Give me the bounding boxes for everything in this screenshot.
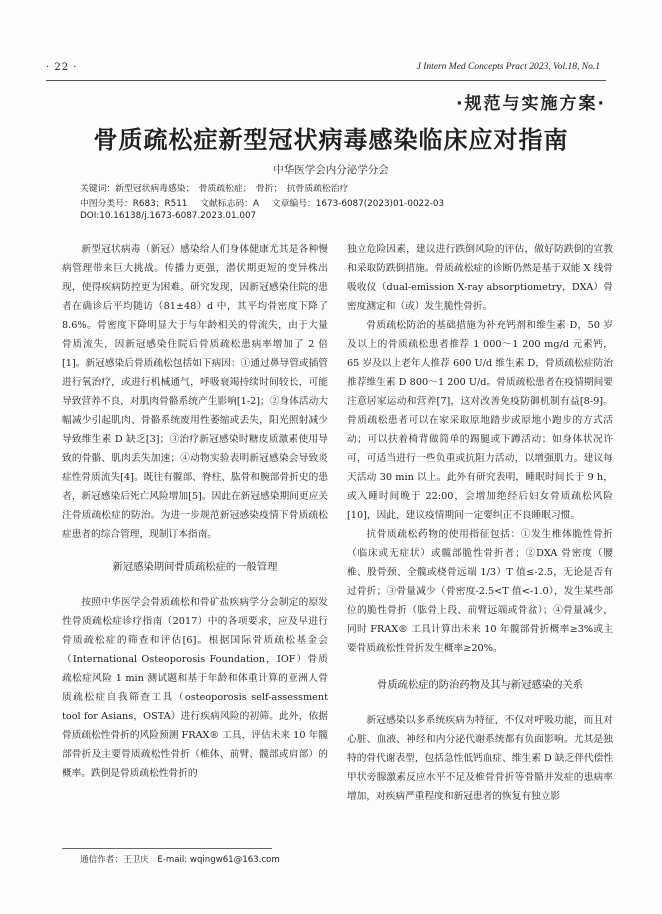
- doi-line: DOI:10.16138/j.1673-6087.2023.01.007: [80, 211, 257, 221]
- section-heading: 新冠感染期间骨质疏松症的一般管理: [112, 561, 278, 573]
- clc-number: 中图分类号：R683；R511: [80, 199, 188, 209]
- paragraph: 骨质疏松防治的基础措施为补充钙剂和维生素 D，50 岁及以上的骨质疏松患者推荐 1 000～1 200 mg/d 元素钙，65 岁及以上老年人推荐 600 U/d 维生素 D，骨质疏松症防治推荐维生素 D 800～1 200 U/d。骨质疏松患者在疫情期间要注意居家运动和营养[7]，这对改善免疫防御机制有益[8-9]。骨质疏松患者可以在家采取原地踏步或原地小跑步的方式活动；可以扶着椅背做简单的踢腿或下蹲活动；如身体状况许可，可适当进行一些负重或抗阻力活动，以增强肌力。建议每天活动 30 min 以上。此外有研究表明，睡眠时间长于 9 h，或入睡时间晚于 22:00，会增加绝经后妇女骨质疏松风险[10]，因此，建议疫情期间一定要纠正不良睡眠习惯。: [347, 320, 613, 521]
- section-tag: ·规范与实施方案·: [456, 94, 606, 114]
- classification-line: [80, 196, 454, 209]
- paragraph: 新型冠状病毒（新冠）感染给人们身体健康尤其是各种慢病管理带来巨大挑战。传播力更强，潜伏期更短的变异株出现，使得疾病防控更为困难。研究发现，因新冠感染住院的患者在确诊后平均随访（81±48）d 中，其平均骨密度下降了 8.6%。骨密度下降明显大于与年龄相关的骨流失，由于大量骨质流失，因新冠感染住院后骨质疏松患病率增加了 2 倍[1]。新冠感染后骨质疏松包括如下病因：①通过鼻导管或插管进行氧治疗，或进行机械通气，呼吸衰竭持续时间较长，可能导致营养不良，对肌肉骨骼系统产生影响[1-2]；②身体活动大幅减少引起肌肉、骨骼系统废用性萎缩或丢失，阳光照射减少导致维生素 D 缺乏[3]；③治疗新冠感染时糖皮质激素使用导致的骨骼、肌肉丢失加速；④动物实验表明新冠感染会导致炎症性骨质流失[4]。既往有髋部、脊柱、肱骨和腕部骨折史的患者，新冠感染后死亡风险增加[5]。因此在新冠感染期间更应关注骨质疏松症的防治。为进一步规范新冠感染疫情下骨质疏松症患者的综合管理，现制订本指南。: [62, 244, 328, 540]
- corresponding-author-note: 通信作者：王卫庆 E-mail: wqingw61@163.com: [80, 855, 280, 865]
- paragraph: 新冠感染以多系统疾病为特征，不仅对呼吸功能，而且对心脏、血液、神经和内分泌代谢系统都有负面影响。尤其是独特的骨代谢表型，包括急性低钙血症、维生素 D 缺乏伴代偿性甲状旁腺激素反应水平不足及椎骨骨折等骨骼并发症的患病率增加，对疾病严重程度和新冠患者的恢复有独立影: [347, 715, 613, 802]
- paragraph: 抗骨质疏松药物的使用指征包括：①发生椎体脆性骨折（临床或无症状）或髋部脆性骨折者；②DXA 骨密度（腰椎、股骨颈、全髋或桡骨远端 1/3）T 值≤-2.5，无论是否有过骨折；③骨量减少（骨密度-2.5<T 值<-1.0），发生某些部位的脆性骨折（肱骨上段、前臂远端或骨盆）；④骨量减少，同时 FRAX® 工具计算出未来 10 年髋部骨折概率≥3%或主要骨质疏松性骨折发生概率≥20%。: [347, 529, 613, 654]
- left-column: [62, 240, 328, 783]
- paragraph: 独立危险因素，建议进行跌倒风险的评估，做好防跌倒的宣教和采取防跌倒措施。骨质疏松症的诊断仍然是基于双能 X 线骨吸收仪（dual-emission X-ray absorptiometry，DXA）骨密度测定和（或）发生脆性骨折。: [347, 244, 613, 312]
- document-code: 文献标志码：A: [200, 199, 259, 209]
- section-heading: 骨质疏松症的防治药物及其与新冠感染的关系: [377, 679, 583, 691]
- journal-header: J Intern Med Concepts Pract 2023, Vol.18, No.1: [416, 62, 600, 72]
- footnote-rule: [62, 848, 272, 849]
- author-line: 中华医学会内分泌学分会: [273, 164, 389, 176]
- keywords-line: 关键词：新型冠状病毒感染； 骨质疏松症； 骨折； 抗骨质疏松治疗: [80, 184, 349, 194]
- right-column: [347, 240, 613, 806]
- article-title: 骨质疏松症新型冠状病毒感染临床应对指南: [93, 126, 569, 154]
- paragraph: 按照中华医学会骨质疏松和骨矿盐疾病学分会制定的原发性骨质疏松症诊疗指南（2017）中的各项要求，应及早进行骨质疏松症的筛查和评估[6]。根据国际骨质疏松基金会（International Osteoporosis Foundation，IOF）骨质疏松症风险 1 min 测试题和基于年龄和体重计算的亚洲人骨质疏松症自我筛查工具（osteoporosis self-assessment tool for Asians，OSTA）进行疾病风险的初筛。此外，依据骨质疏松性骨折的风险预测 FRAX® 工具，评估未来 10 年髋部骨折及主要骨质疏松性骨折（椎体、前臂、髋部或肩部）的概率。跌倒是骨质疏松性骨折的: [62, 597, 328, 779]
- article-number: 文章编号：1673-6087(2023)01-0022-03: [271, 199, 445, 209]
- header-rule: [46, 80, 606, 81]
- page-number: · 22 ·: [46, 62, 78, 73]
